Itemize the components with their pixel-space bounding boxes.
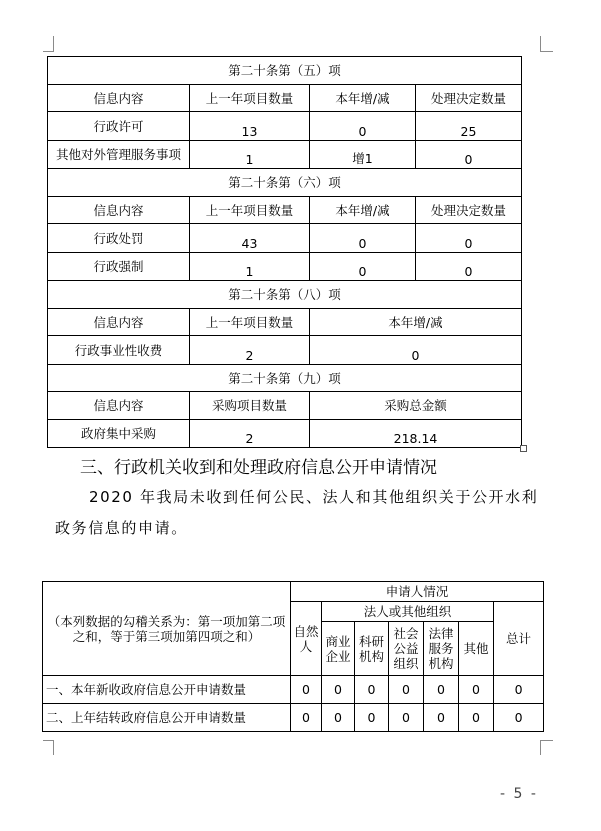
natural-person-header: 自然人 bbox=[291, 602, 322, 676]
table-header-row: 信息内容 上一年项目数量 本年增/减 处理决定数量 bbox=[48, 84, 522, 112]
section-title-6: 第二十条第（六）项 bbox=[48, 169, 522, 197]
total-header: 总计 bbox=[494, 602, 544, 676]
section-title-5: 第二十条第（五）项 bbox=[48, 57, 522, 85]
table-row: 行政事业性收费 2 0 bbox=[48, 336, 522, 365]
table-header-row: 信息内容 采购项目数量 采购总金额 bbox=[48, 392, 522, 420]
table-row: 行政处罚 43 0 0 bbox=[48, 224, 522, 253]
application-stats-table bbox=[42, 581, 544, 732]
crop-mark-top-left bbox=[43, 36, 54, 52]
table-row: 行政许可 13 0 25 bbox=[48, 112, 522, 141]
page-number: - 5 - bbox=[500, 786, 538, 802]
col-header: 社会公益组织 bbox=[389, 622, 424, 676]
section-title-8: 第二十条第（八）项 bbox=[48, 281, 522, 309]
table-row: 二、上年结转政府信息公开申请数量 0 0 0 0 0 0 0 bbox=[43, 704, 544, 732]
table-row: 其他对外管理服务事项 1 增1 0 bbox=[48, 140, 522, 169]
table-row: 政府集中采购 2 218.14 bbox=[48, 419, 522, 448]
table-row: 一、本年新收政府信息公开申请数量 0 0 0 0 0 0 0 bbox=[43, 676, 544, 704]
crop-mark-top-right bbox=[540, 36, 553, 52]
paragraph-line: 政务信息的申请。 bbox=[55, 519, 188, 537]
table-resize-handle[interactable] bbox=[520, 445, 527, 452]
crop-mark-bottom-right bbox=[540, 740, 553, 755]
crop-mark-bottom-left bbox=[43, 740, 54, 755]
col-header: 其他 bbox=[459, 622, 494, 676]
applicant-header: 申请人情况 bbox=[291, 582, 544, 602]
disclosure-items-table bbox=[47, 56, 522, 448]
table-header-row: 信息内容 上一年项目数量 本年增/减 bbox=[48, 308, 522, 336]
table-row: 行政强制 1 0 0 bbox=[48, 252, 522, 281]
note-cell: （本列数据的勾稽关系为：第一项加第二项之和，等于第三项加第四项之和） bbox=[43, 582, 291, 676]
section-heading: 三、行政机关收到和处理政府信息公开申请情况 bbox=[80, 458, 437, 478]
col-header: 法律服务机构 bbox=[424, 622, 459, 676]
legal-group-header: 法人或其他组织 bbox=[322, 602, 494, 622]
table-header-row: 信息内容 上一年项目数量 本年增/减 处理决定数量 bbox=[48, 196, 522, 224]
paragraph-line: 2020 年我局未收到任何公民、法人和其他组织关于公开水利 bbox=[89, 488, 539, 506]
col-header: 商业企业 bbox=[322, 622, 355, 676]
section-title-9: 第二十条第（九）项 bbox=[48, 364, 522, 392]
col-header: 科研机构 bbox=[355, 622, 389, 676]
